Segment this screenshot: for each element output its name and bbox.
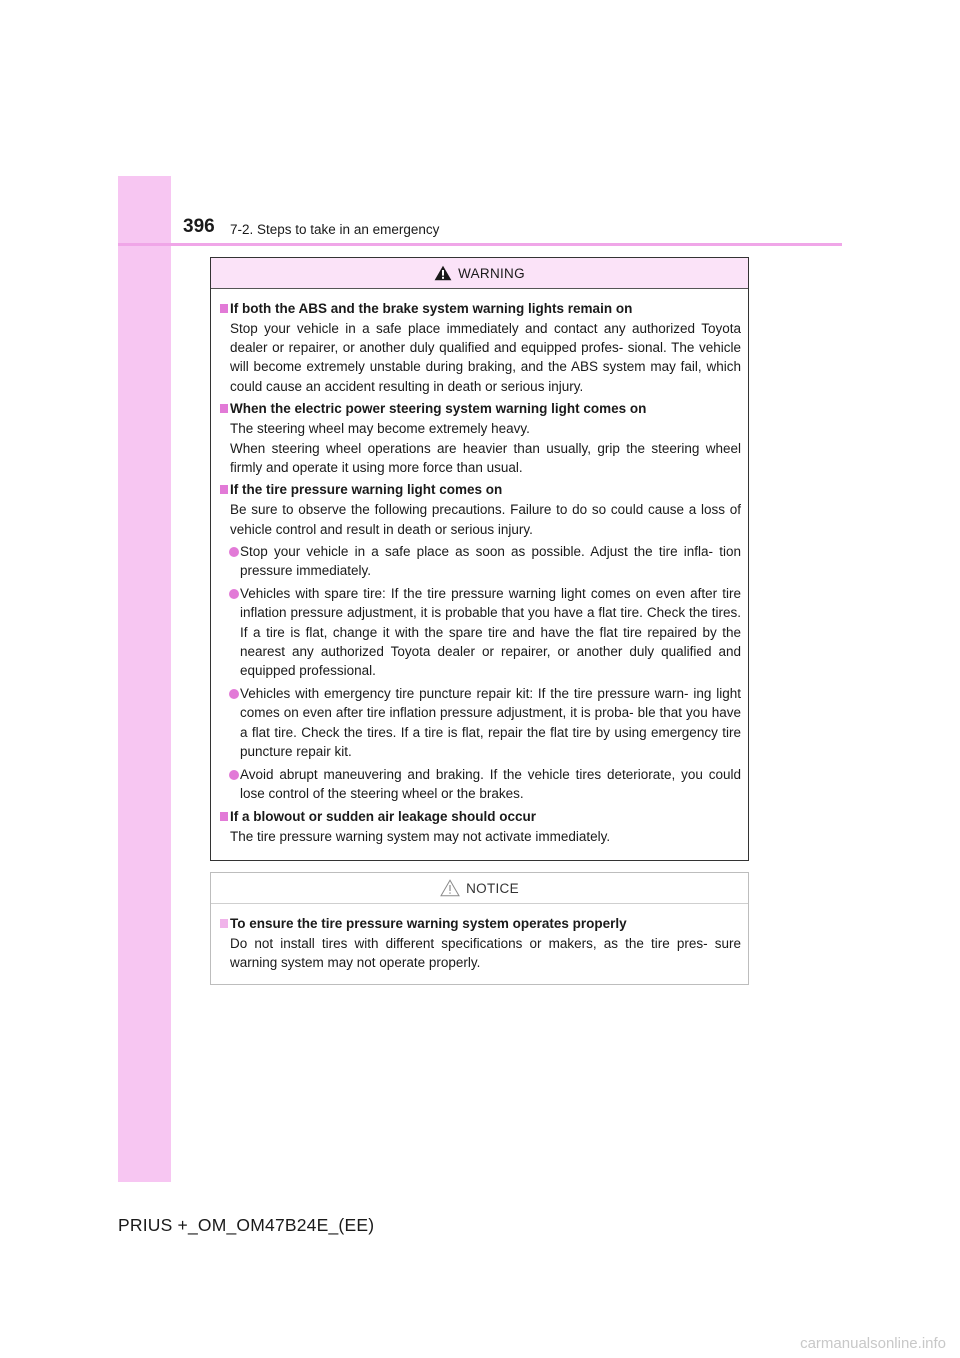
round-bullet-icon bbox=[229, 589, 239, 599]
page-number: 396 bbox=[183, 216, 215, 237]
heading-text: To ensure the tire pressure warning system operates properly bbox=[230, 916, 627, 931]
square-bullet-icon bbox=[220, 304, 228, 313]
warning-heading-eps bbox=[220, 399, 741, 418]
square-bullet-icon bbox=[220, 812, 228, 821]
heading-text: If a blowout or sudden air leakage should occur bbox=[230, 809, 537, 825]
notice-title: NOTICE bbox=[466, 880, 519, 896]
warning-title: WARNING bbox=[458, 265, 525, 281]
warning-text-abs: Stop your vehicle in a safe place immediately and contact any authorized Toyota dealer or repairer, or another duly qualified and equipped profes- sional. The vehicle will become extremely unstable during braking, and the ABS system may fail, which could cause an accident resulting in death or serious injury. bbox=[230, 321, 741, 394]
warning-text-eps-1: The steering wheel may become extremely heavy. bbox=[230, 420, 530, 436]
warning-text-eps-2: When steering wheel operations are heavier than usually, grip the steering wheel firmly and operate it using more force than usual. bbox=[230, 441, 741, 476]
square-bullet-icon bbox=[220, 919, 228, 928]
warning-text-blowout: The tire pressure warning system may not activate immediately. bbox=[230, 829, 611, 845]
heading-text: If both the ABS and the brake system warning lights remain on bbox=[230, 301, 633, 316]
notice-box bbox=[210, 872, 749, 985]
list-item: Stop your vehicle in a safe place as soon as possible. Adjust the tire infla- tion pressure immediately. bbox=[220, 542, 741, 580]
warning-header bbox=[211, 258, 748, 289]
warning-triangle-icon bbox=[434, 265, 452, 281]
side-band bbox=[118, 176, 171, 1182]
caution-outline-icon bbox=[440, 879, 460, 897]
square-bullet-icon bbox=[220, 485, 228, 494]
section-title: 7-2. Steps to take in an emergency bbox=[230, 222, 440, 237]
round-bullet-icon bbox=[229, 770, 239, 780]
warning-body bbox=[211, 289, 748, 847]
warning-heading-abs bbox=[220, 299, 741, 318]
warning-heading-tire bbox=[220, 480, 741, 499]
round-bullet-icon bbox=[229, 689, 239, 699]
warning-box bbox=[210, 257, 749, 861]
list-item: Vehicles with emergency tire puncture repair kit: If the tire pressure warn- ing light comes on even after tire inflation pressure adjustment, it is proba- ble that you have a flat tire. Check the tires. If a tire is flat, repair the flat tire by using emergency tire puncture repair kit. bbox=[220, 684, 741, 761]
list-item: Vehicles with spare tire: If the tire pressure warning light comes on even after tire inflation pressure adjustment, it is probable that you have a flat tire. Check the tires. If a tire is flat, change it with the spare tire and have the flat tire repaired by the nearest any authorized Toyota dealer or repairer, or another duly qualified and equipped professional. bbox=[220, 584, 741, 680]
square-bullet-icon bbox=[220, 404, 228, 413]
notice-heading bbox=[220, 914, 741, 933]
notice-header bbox=[211, 873, 748, 904]
watermark: carmanualsonline.info bbox=[800, 1335, 946, 1352]
round-bullet-icon bbox=[229, 547, 239, 557]
list-item: Avoid abrupt maneuvering and braking. If the vehicle tires deteriorate, you could lose control of the steering wheel or the brakes. bbox=[220, 765, 741, 803]
heading-text: If the tire pressure warning light comes on bbox=[230, 482, 503, 498]
warning-text-tire: Be sure to observe the following precautions. Failure to do so could cause a loss of vehicle control and result in death or serious injury. bbox=[230, 502, 741, 537]
document-code: PRIUS +_OM_OM47B24E_(EE) bbox=[118, 1215, 375, 1235]
notice-text: Do not install tires with different specifications or makers, as the tire pres- sure warning system may not operate properly. bbox=[230, 936, 741, 971]
heading-text: When the electric power steering system warning light comes on bbox=[230, 400, 647, 416]
notice-body bbox=[211, 904, 748, 972]
header-rule bbox=[118, 243, 842, 246]
warning-heading-blowout bbox=[220, 807, 741, 826]
